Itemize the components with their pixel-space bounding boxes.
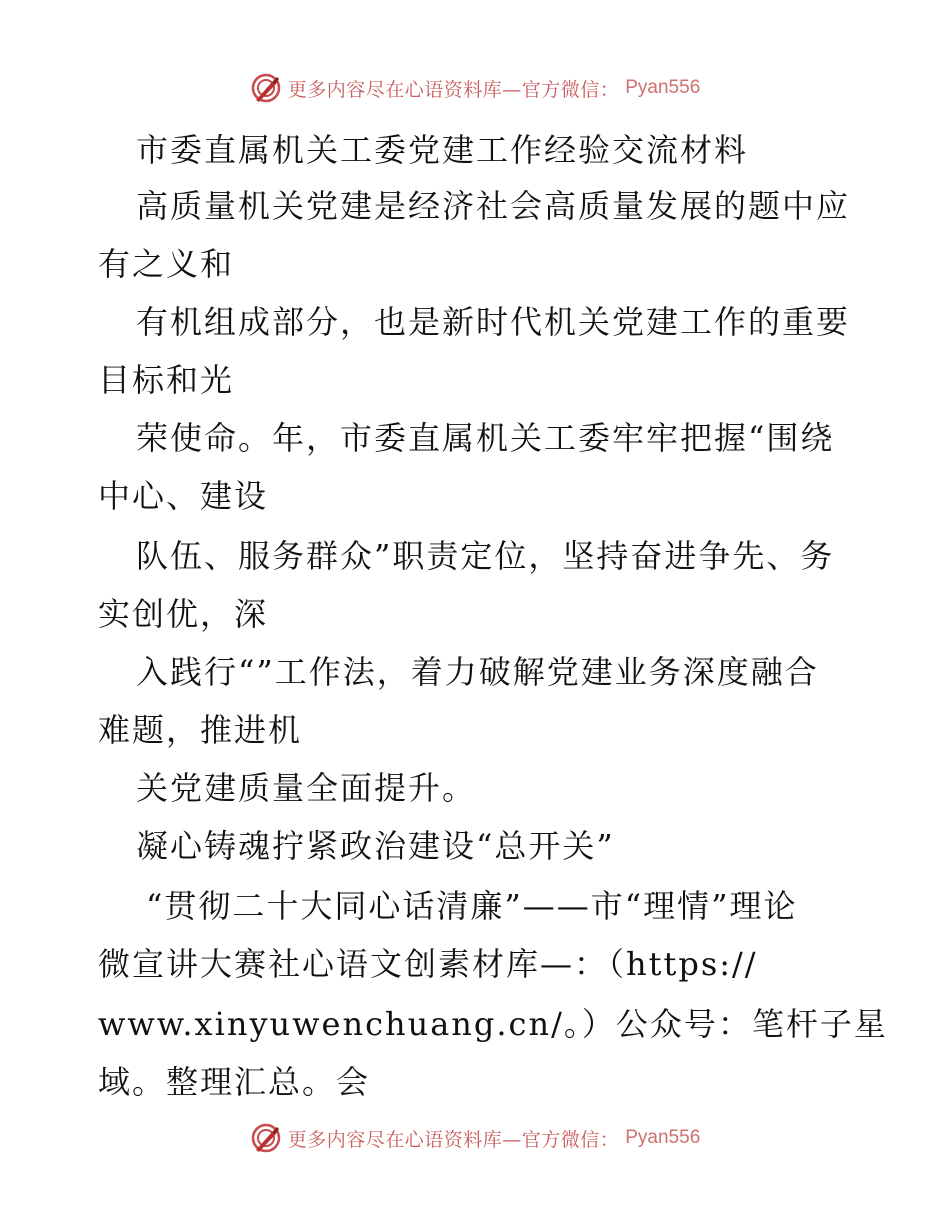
section-heading: 凝心铸魂拧紧政治建设“总开关” bbox=[136, 827, 615, 865]
wechat-id: Pyan556 bbox=[625, 1127, 701, 1148]
pen-logo-icon bbox=[250, 1122, 282, 1154]
paragraph-line: www.xinyuwenchuang.cn/。）公众号：笔杆子星 bbox=[98, 1005, 888, 1043]
paragraph-line: 有之义和 bbox=[98, 245, 235, 283]
paragraph-line: 目标和光 bbox=[98, 361, 235, 399]
paragraph-line: 中心、建设 bbox=[98, 477, 269, 515]
paragraph-line: 荣使命。年，市委直属机关工委牢牢把握“围绕 bbox=[136, 419, 835, 457]
pen-logo-icon bbox=[250, 72, 282, 104]
paragraph-line: 域。整理汇总。会 bbox=[98, 1063, 371, 1101]
paragraph-line: 微宣讲大赛社心语文创素材库—：（https:// bbox=[98, 945, 758, 983]
paragraph-line: 实创优，深 bbox=[98, 595, 269, 633]
banner-text: 更多内容尽在心语资料库—官方微信： bbox=[287, 78, 620, 101]
paragraph-line: 高质量机关党建是经济社会高质量发展的题中应 bbox=[136, 187, 851, 225]
paragraph-line: 有机组成部分，也是新时代机关党建工作的重要 bbox=[136, 303, 851, 341]
paragraph-line: 难题，推进机 bbox=[98, 711, 303, 749]
wechat-id: Pyan556 bbox=[625, 77, 701, 98]
document-title: 市委直属机关工委党建工作经验交流材料 bbox=[136, 131, 749, 169]
paragraph-line: 入践行“”工作法，着力破解党建业务深度融合 bbox=[136, 653, 819, 691]
footer-watermark-banner bbox=[0, 1122, 950, 1154]
header-watermark-banner bbox=[0, 72, 950, 104]
paragraph-line: “贯彻二十大同心话清廉”——市“理情”理论 bbox=[146, 887, 798, 925]
paragraph-line: 队伍、服务群众”职责定位，坚持奋进争先、务 bbox=[136, 537, 835, 575]
paragraph-line: 关党建质量全面提升。 bbox=[136, 769, 477, 807]
banner-text: 更多内容尽在心语资料库—官方微信： bbox=[287, 1128, 620, 1151]
